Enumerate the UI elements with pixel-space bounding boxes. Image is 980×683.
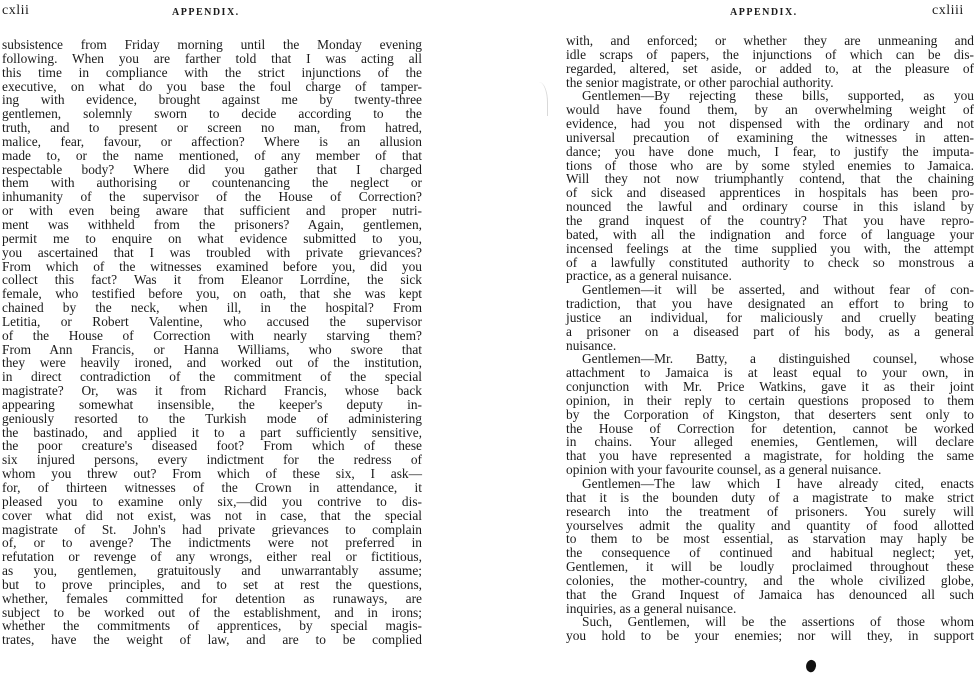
text-line: female, who testified before you, on oath, that she was kept (2, 286, 422, 302)
text-line: practice, as a general nuisance. (566, 268, 732, 284)
text-line: dance; you have done much, I fear, to justify the imputa- (566, 143, 974, 159)
text-line: appearing somewhat insensible, the keeper's deputy in- (2, 396, 422, 412)
text-line: executive, on what do you base the foul charge of tamper- (2, 78, 422, 94)
text-line: that you have represented a magistrate, for holding the same (566, 448, 974, 464)
text-line: you ascertained that I was troubled with private grievances? (2, 244, 422, 260)
text-line: Gentlemen, it will be loudly proclaimed throughout these (566, 559, 974, 575)
paragraph (566, 89, 974, 283)
text-line: whether the commitments of apprentices, by special magis- (2, 618, 422, 634)
text-line: malice, fear, favour, or affection? Where is an allusion (2, 133, 422, 149)
text-line: research into the treatment of prisoners. You surely will (566, 503, 974, 519)
text-line: idle scraps of papers, the injunctions of which can be dis- (566, 46, 974, 62)
text-line: of, or to avenge? The indictments were not preferred in (2, 535, 422, 551)
text-line: to them to be most essential, as starvation may haply be (566, 531, 974, 547)
paragraph (566, 615, 974, 643)
text-line: the poor creature's diseased foot? From which of these (2, 438, 422, 454)
text-line: trates, have the weight of law, and are to be complied (2, 632, 422, 648)
text-line: whom you threw out? From which of these six, I ask— (2, 466, 422, 482)
text-line: ing with evidence, brought against me by twenty-three (2, 92, 422, 108)
left-running-head: APPENDIX. (172, 7, 240, 18)
text-line: they were heavily ironed, and worked out of the institution, (2, 355, 422, 371)
text-line: that the Grand Inquest of Jamaica has denounced all such (566, 586, 974, 602)
paragraph (566, 283, 974, 352)
text-line: universal precaution of examining the witnesses in atten- (566, 129, 974, 145)
text-line: conjunction with Mr. Price Watkins, gave it as their joint (566, 379, 974, 395)
text-line: Gentlemen—The law which I have already cited, enacts (582, 476, 974, 491)
text-line: yourselves admit the quality and quantity of food allotted (566, 517, 974, 533)
paragraph (566, 477, 974, 615)
text-line: Will they not now triumphantly contend, that the chaining (566, 171, 974, 187)
text-line: six injured persons, every indictment for the redress of (2, 452, 422, 468)
left-page-number: cxlii (2, 3, 30, 18)
right-page (490, 0, 980, 683)
text-line: truth, and to present or screen no man, from hatred, (2, 120, 422, 136)
text-line: evidence, had you not dispensed with the ordinary and not (566, 116, 974, 132)
text-line: Such, Gentlemen, will be the assertions of those whom (582, 614, 974, 630)
text-line: the consequence of continued and habitual neglect; yet, (566, 545, 974, 561)
text-line: by the Corporation of Kingston, that deserters sent only to (566, 406, 974, 422)
text-line: or with even being aware that sufficient and proper nutri- (2, 203, 422, 219)
right-body-text (566, 34, 974, 643)
text-line: that it is the bounden duty of a magistrate to make strict (566, 489, 974, 505)
text-line: of a lawfully constituted authority to check so monstrous a (566, 254, 974, 270)
text-line: following. When you are farther told that I was acting all (2, 50, 422, 66)
text-line: incensed feelings at the time supplied you with, the attempt (566, 240, 974, 256)
text-line: the senior magistrate, or other parochial authority. (566, 74, 834, 90)
text-line: you hold to be your enemies; nor will they, in support (566, 628, 974, 644)
text-line: Gentlemen—it will be asserted, and without fear of con- (582, 282, 974, 298)
text-line: regarded, altered, set aside, or added to, at the pleasure of (566, 60, 974, 76)
text-line: collect this fact? Was it from Eleanor Lorrdine, the sick (2, 272, 422, 288)
text-line: made to, or the name mentioned, of any member of that (2, 147, 422, 163)
right-running-head: APPENDIX. (730, 7, 798, 18)
text-line: in direct contradiction of the commitment of the special (2, 369, 422, 385)
paragraph (566, 34, 974, 89)
text-line: them with authorising or countenancing the neglect or (2, 175, 422, 191)
text-line: magistrate of St. John's had private grievances to complain (2, 521, 422, 537)
text-line: magistrate? Or, was it from Richard Francis, whose back (2, 383, 422, 399)
text-line: From Ann Francis, or Hanna Williams, who swore that (2, 341, 422, 357)
text-line: with, and enforced; or whether they are unmeaning and (566, 33, 974, 48)
text-line: of the House of Correction with nearly starving them? (2, 327, 422, 343)
text-line: the House of Correction for detention, cannot be worked (566, 420, 974, 436)
text-line: attachment to Jamaica is at least equal to your own, in (566, 365, 974, 381)
text-line: tions of those who are by some styled enemies to Jamaica. (566, 157, 974, 173)
text-line: From which of the witnesses examined before you, did you (2, 258, 422, 274)
left-body-text (2, 38, 422, 647)
text-line: tradiction, that you have designated an effort to bring to (566, 296, 974, 312)
text-line: bated, with all the indignation and force of language your (566, 226, 974, 242)
text-line: Gentlemen—By rejecting these bills, supported, as you (582, 88, 974, 104)
text-line: inhumanity of the supervisor of the House of Correction? (2, 189, 422, 205)
text-line: Letitia, or Robert Valentine, who accused the supervisor (2, 313, 422, 329)
text-line: chained by the neck, when ill, in the hospital? From (2, 300, 422, 316)
text-line: for, of thirteen witnesses of the Crown in attendance, it (2, 480, 422, 495)
text-line: colonies, the mother-country, and the whole civilized globe, (566, 572, 974, 588)
text-line: this time in compliance with the strict injunctions of the (2, 64, 422, 80)
text-line: as you, gentlemen, gratuitously and unwarrantably assume; (2, 563, 422, 579)
text-line: the grand inquest of the country? That you have repro- (566, 212, 974, 228)
text-line: Gentlemen—Mr. Batty, a distinguished counsel, whose (582, 351, 974, 367)
text-line: opinion, in their reply to certain questions proposed to them (566, 392, 974, 408)
text-line: whether, females committed for detention as runaways, are (2, 590, 422, 606)
text-line: pleased you to examine only six,—did you contrive to dis- (2, 493, 422, 509)
text-line: permit me to enquire on what evidence submitted to you, (2, 230, 422, 246)
text-line: nuisance. (566, 337, 617, 353)
text-line: respectable body? Where did you gather that I charged (2, 161, 422, 177)
text-line: would have found them, by an overwhelming weight of (566, 102, 974, 118)
text-line: a prisoner on a diseased part of his body, as a general (566, 323, 974, 339)
text-line: gentlemen, solemnly sworn to decide according to the (2, 106, 422, 122)
paragraph (566, 352, 974, 477)
text-line: of sick and diseased apprentices in hospitals has been pro- (566, 185, 974, 201)
text-line: opinion with your favourite counsel, as a general nuisance. (566, 462, 882, 478)
text-line: subsistence from Friday morning until the Monday evening (2, 37, 422, 52)
text-line: but to prove principles, and to set at rest the questions, (2, 576, 422, 592)
text-line: inquiries, as a general nuisance. (566, 600, 737, 616)
text-line: justice an individual, for maliciously and cruelly beating (566, 309, 974, 325)
text-line: the bastinado, and applied it to a part sufficiently sensitive, (2, 424, 422, 440)
text-line: cover what did not exist, was not in case, that the special (2, 507, 422, 523)
right-page-number: cxliii (932, 3, 964, 18)
text-line: geniously resorted to the Turkish mode of administering (2, 410, 422, 426)
text-line: in chains. Your alleged enemies, Gentlemen, will declare (566, 434, 974, 450)
text-line: nounced the lawful and ordinary course in this island by (566, 199, 974, 215)
text-line: ment was withheld from the prisoners? Again, gentlemen, (2, 216, 422, 232)
text-line: subject to be worked out of the establishment, and in irons; (2, 604, 422, 620)
text-line: refutation or revenge of any wrongs, either real or fictitious, (2, 549, 422, 565)
